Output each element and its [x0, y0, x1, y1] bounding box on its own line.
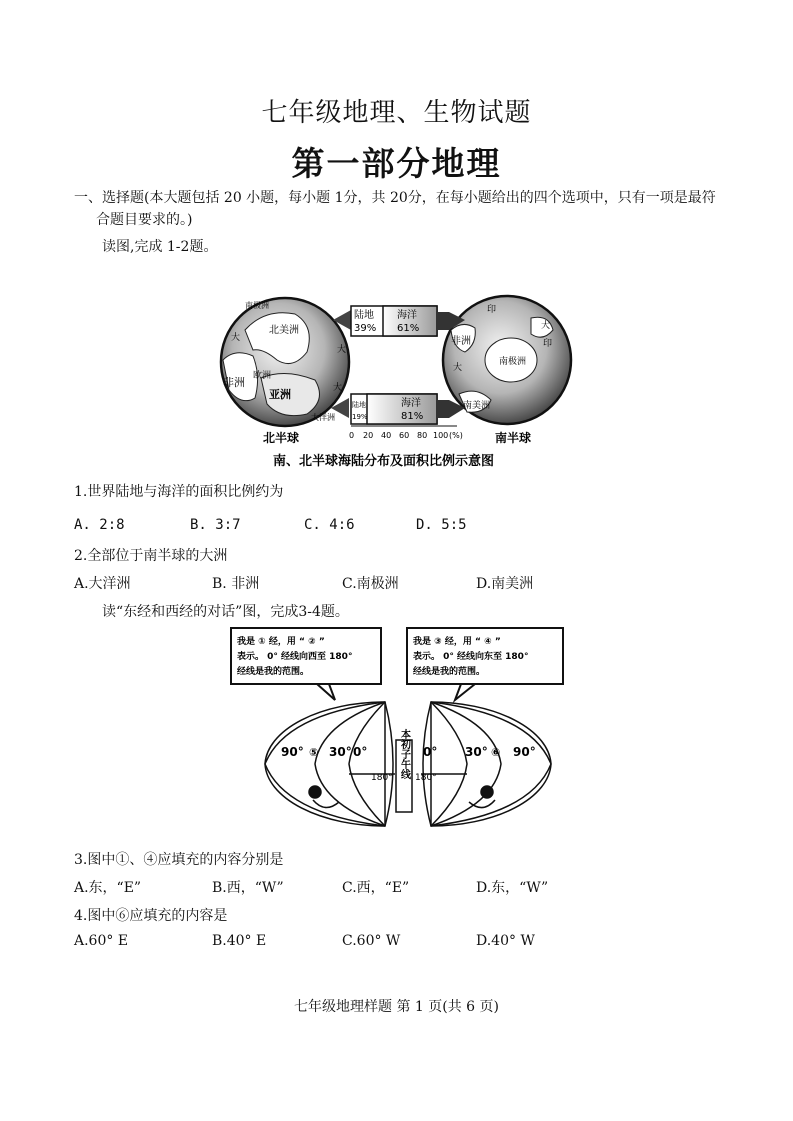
axis-tick-0: 0 [349, 431, 355, 440]
north-ratio-bar [333, 306, 465, 336]
axis-tick-80: 80 [417, 431, 428, 440]
ocean-c-label-north: 大 [333, 383, 343, 393]
right-bubble-line3: 经线是我的范围。 [413, 667, 486, 677]
left-speech-bubble [231, 628, 381, 700]
ocean-d-label-south: 印 [543, 339, 553, 349]
q1-option-d[interactable]: D. 5:5 [416, 517, 467, 533]
q4-option-b[interactable]: B.40° E [212, 933, 267, 949]
q1-option-c[interactable]: C. 4:6 [304, 517, 355, 533]
right-mark-6: ⑥ [491, 746, 501, 759]
q1-option-a[interactable]: A. 2:8 [74, 517, 125, 533]
page-footer: 七年级地理样题 第 1 页(共 6 页) [294, 999, 499, 1015]
south-america-label: 南美洲 [463, 401, 491, 411]
left-deg-30: 30° [329, 745, 352, 759]
right-deg-180: 180° [415, 773, 437, 783]
north-hemisphere-globe [221, 298, 349, 445]
south-hemisphere-label: 南半球 [495, 431, 532, 445]
axis-tick-100: 100 [433, 431, 449, 440]
north-land-label: 陆地 [354, 310, 374, 321]
south-land-label: 陆地 [352, 401, 366, 409]
west-half-globe [265, 702, 395, 826]
prime-meridian-sign [396, 728, 412, 812]
south-ratio-bar [331, 394, 465, 440]
section-heading [74, 187, 734, 231]
q3-option-d[interactable]: D.东，“W” [476, 880, 549, 896]
right-deg-90: 90° [513, 745, 536, 759]
q4-stem: 4.图中⑥应填充的内容是 [74, 908, 228, 924]
north-america-label: 北美洲 [269, 325, 299, 336]
axis-tick-20: 20 [363, 431, 374, 440]
north-ocean-label: 海洋 [397, 310, 417, 321]
north-top-label: 南极洲 [245, 301, 269, 310]
part-title: 第一部分地理 [291, 144, 502, 183]
section-heading-line2: 合题目要求的。) [96, 212, 193, 228]
q4-option-d[interactable]: D.40° W [476, 933, 535, 949]
ocean-a-label-north: 大 [231, 333, 241, 343]
ocean-a-label-south: 印 [487, 305, 497, 315]
europe-label: 欧洲 [253, 371, 272, 381]
ocean-c-label-south: 大 [453, 363, 463, 373]
figure1-caption: 南、北半球海陆分布及面积比例示意图 [273, 454, 495, 469]
q2-option-b[interactable]: B. 非洲 [212, 576, 260, 592]
south-hemisphere-globe [443, 296, 571, 445]
left-deg-0: 0° [353, 745, 368, 759]
instruction-3-4: 读“东经和西经的对话”图，完成3-4题。 [102, 604, 349, 620]
east-half-globe [421, 702, 551, 826]
ratio-axis-ticks [349, 431, 463, 440]
north-hemisphere-label: 北半球 [263, 431, 300, 445]
right-bubble-line1: 我是 ③ 经，用 “ ④ ” [413, 637, 501, 647]
q2-option-c[interactable]: C.南极洲 [342, 576, 399, 592]
q2-stem: 2.全部位于南半球的大洲 [74, 548, 228, 564]
hemisphere-figure [215, 290, 585, 476]
left-bubble-line1: 我是 ① 经，用 “ ② ” [237, 637, 325, 647]
right-deg-30: 30° [465, 745, 488, 759]
instruction-1-2: 读图,完成 1-2题。 [102, 239, 218, 255]
left-deg-180: 180° [371, 773, 393, 783]
axis-tick-60: 60 [399, 431, 410, 440]
q2-option-a[interactable]: A.大洋洲 [74, 576, 131, 592]
q2-option-d[interactable]: D.南美洲 [476, 576, 534, 592]
north-ocean-pct: 61% [397, 323, 420, 334]
left-deg-90: 90° [281, 745, 304, 759]
right-deg-0: 0° [423, 745, 438, 759]
q3-option-b[interactable]: B.西，“W” [212, 880, 284, 896]
axis-tick-40: 40 [381, 431, 392, 440]
left-bubble-line3: 经线是我的范围。 [237, 667, 310, 677]
longitude-dialogue-figure [225, 624, 575, 834]
section-heading-line1: 一、选择题(本大题包括 20 小题，每小题 1分，共 20分，在每小题给出的四个选项中，只有一项是最符 [74, 190, 716, 206]
q1-stem: 1.世界陆地与海洋的面积比例约为 [74, 484, 284, 500]
ocean-b-label-south: 大 [541, 321, 551, 331]
q4-option-c[interactable]: C.60° W [342, 933, 401, 949]
north-land-pct: 39% [354, 323, 377, 334]
africa-label-south: 非洲 [451, 336, 471, 347]
asia-label: 亚洲 [269, 388, 291, 401]
q3-option-a[interactable]: A.东，“E” [74, 880, 142, 896]
axis-unit: (%) [449, 431, 463, 440]
antarctica-label: 南极洲 [499, 357, 527, 367]
q4-option-a[interactable]: A.60° E [74, 933, 129, 949]
q1-option-b[interactable]: B. 3:7 [190, 517, 241, 533]
q3-stem: 3.图中①、④应填充的内容分别是 [74, 852, 284, 868]
south-ocean-label: 海洋 [401, 398, 421, 409]
oceania-label-north: 大洋洲 [311, 413, 335, 422]
south-ocean-pct: 81% [401, 411, 424, 422]
ocean-b-label-north: 大 [337, 345, 347, 355]
africa-label-north: 非洲 [223, 376, 245, 389]
prime-meridian-label: 本初子午线 [398, 729, 410, 779]
left-bubble-line2: 表示。 0° 经线向西至 180° [237, 652, 353, 662]
left-mark-5: ⑤ [309, 746, 319, 759]
south-land-pct: 19% [352, 413, 368, 421]
right-speech-bubble [407, 628, 563, 700]
right-bubble-line2: 表示。 0° 经线向东至 180° [413, 652, 529, 662]
q3-option-c[interactable]: C.西，“E” [342, 880, 410, 896]
exam-title: 七年级地理、生物试题 [261, 98, 532, 128]
